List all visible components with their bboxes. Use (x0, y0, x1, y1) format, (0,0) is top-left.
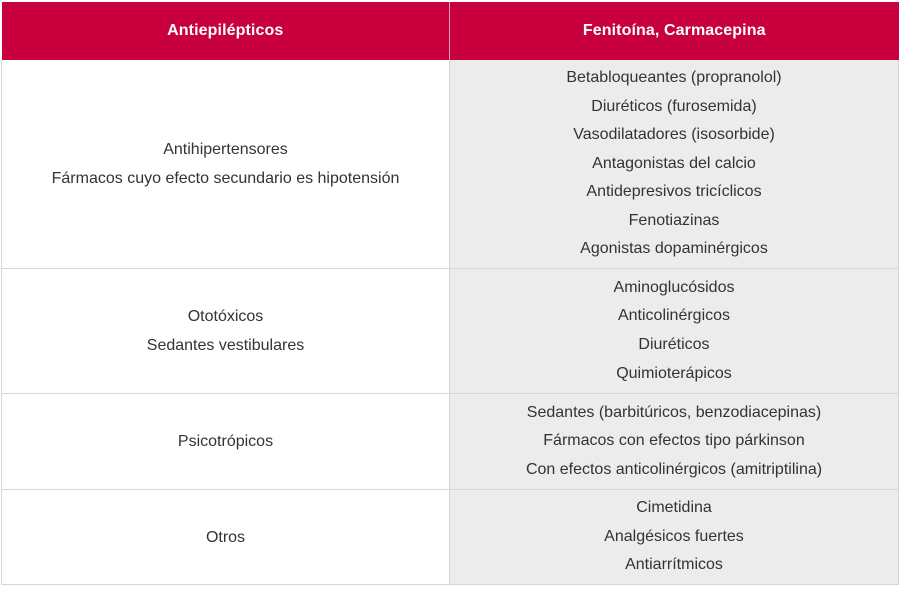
header-cell-right: Fenitoína, Carmacepina (450, 2, 899, 60)
drug-item: Cimetidina (636, 499, 712, 517)
table-row (2, 490, 899, 585)
drug-list-cell (450, 490, 899, 585)
drug-item: Anticolinérgicos (617, 307, 731, 325)
table-row (2, 60, 899, 269)
category-label: Sedantes vestibulares (146, 337, 305, 354)
drug-list-cell (450, 269, 899, 394)
category-label: Psicotrópicos (177, 433, 274, 450)
category-cell (2, 490, 450, 585)
drug-item: Sedantes (barbitúricos, benzodiacepinas) (526, 403, 822, 421)
category-label: Ototóxicos (187, 308, 264, 325)
drug-item: Antidepresivos tricíclicos (586, 183, 762, 201)
drug-list-cell (450, 394, 899, 490)
drug-item: Fenotiazinas (628, 211, 720, 229)
drug-item: Diuréticos (638, 336, 710, 353)
table-row (2, 394, 899, 490)
drug-item: Antiarrítmicos (625, 556, 723, 574)
drug-item: Betabloqueantes (propranolol) (566, 68, 782, 86)
drug-item: Analgésicos fuertes (604, 527, 744, 545)
category-label: Fármacos cuyo efecto secundario es hipotensión (51, 170, 400, 187)
drug-item: Aminoglucósidos (613, 278, 735, 296)
category-label: Otros (205, 528, 246, 546)
drug-item: Diuréticos (furosemida) (591, 97, 757, 115)
drug-list-cell (450, 60, 899, 269)
drug-item: Quimioterápicos (616, 364, 732, 382)
table-header-row (2, 2, 899, 60)
category-cell (2, 394, 450, 490)
drug-item: Con efectos anticolinérgicos (amitriptilina) (525, 460, 823, 478)
category-cell (2, 60, 450, 269)
drug-item: Antagonistas del calcio (592, 154, 756, 172)
drug-table (1, 2, 899, 585)
drug-item: Vasodilatadores (isosorbide) (573, 126, 775, 144)
drug-item: Fármacos con efectos tipo párkinson (543, 432, 805, 450)
header-cell-left: Antiepilépticos (2, 2, 450, 60)
table-row (2, 269, 899, 394)
category-label: Antihipertensores (163, 141, 288, 158)
category-cell (2, 269, 450, 394)
drug-item: Agonistas dopaminérgicos (580, 240, 768, 258)
